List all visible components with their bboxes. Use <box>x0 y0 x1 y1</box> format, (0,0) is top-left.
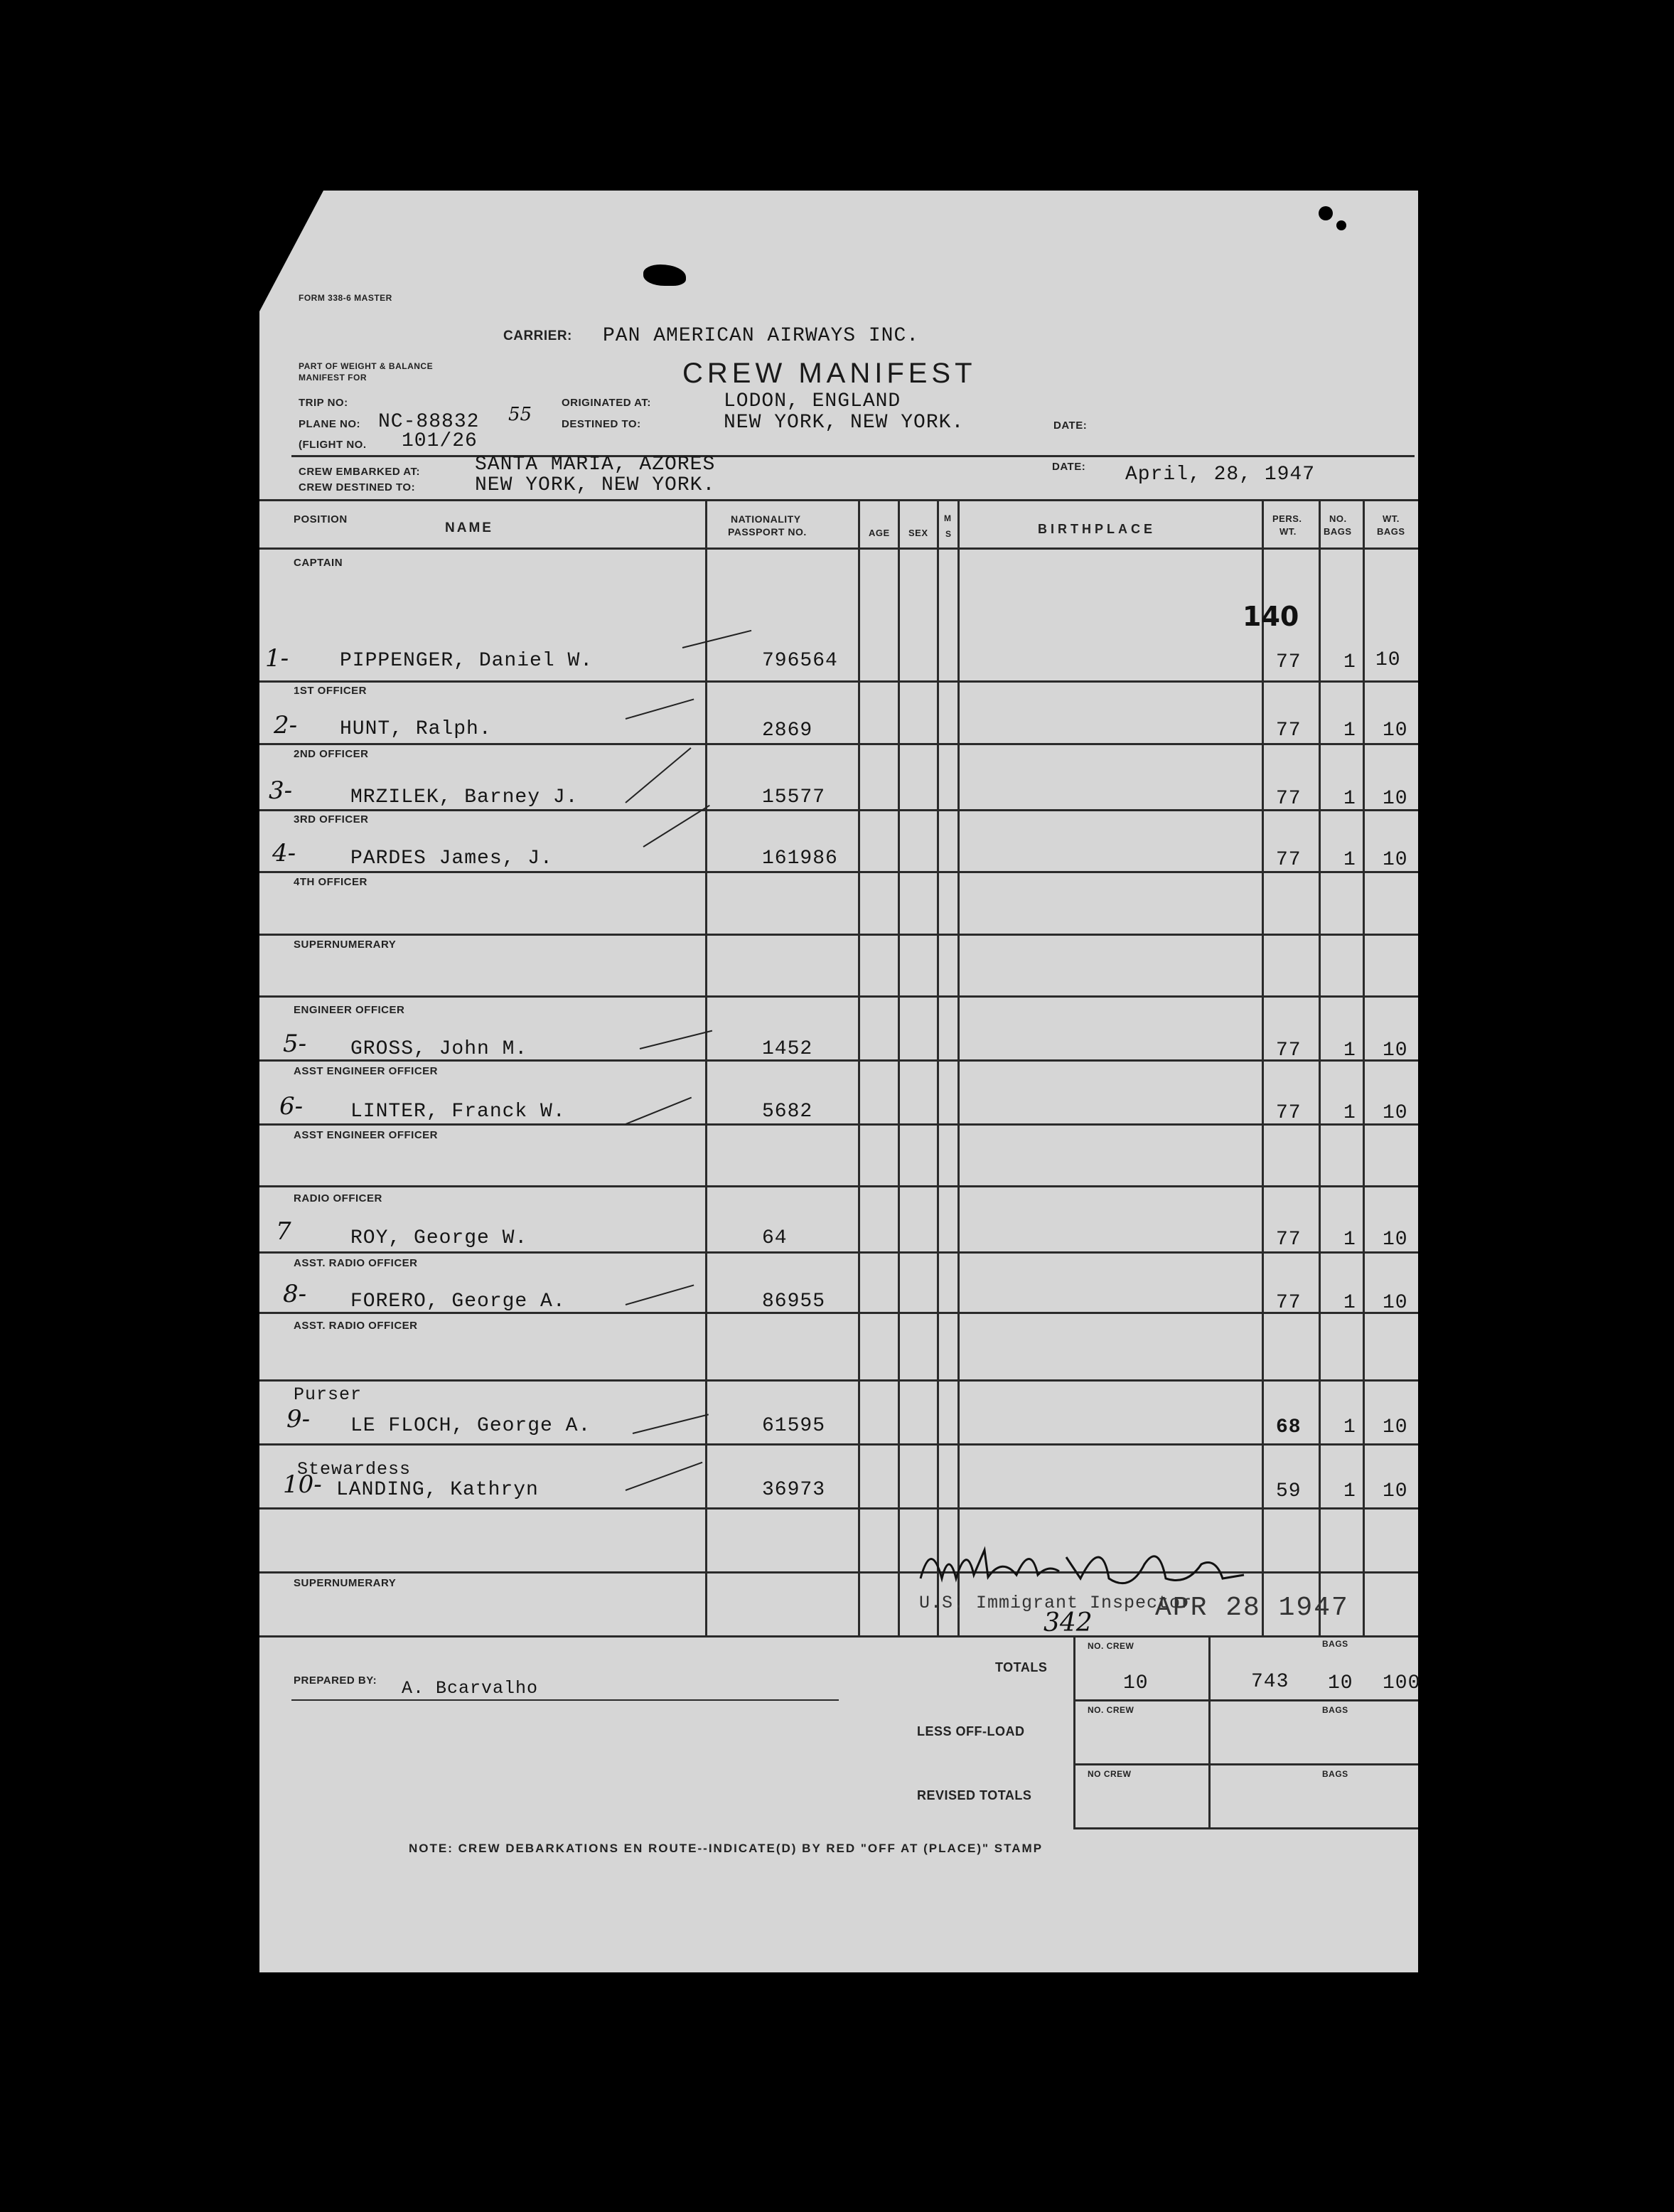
crew-number: 10- <box>283 1470 322 1499</box>
crew-number: 8- <box>283 1280 307 1308</box>
crew-name: PIPPENGER, Daniel W. <box>340 650 594 672</box>
crew-bags: 1 <box>1343 720 1356 742</box>
crew-name: LINTER, Franck W. <box>350 1101 566 1123</box>
col-passport-2: PASSPORT NO. <box>728 526 807 538</box>
col-age: AGE <box>869 528 890 538</box>
row-divider <box>259 871 1418 873</box>
header-row-border <box>259 547 1418 550</box>
row-divider <box>259 743 1418 745</box>
row-divider <box>259 1507 1418 1510</box>
crew-number: 1- <box>265 644 289 673</box>
col-divider <box>858 499 860 1635</box>
crew-passport: 61595 <box>762 1415 826 1437</box>
pos-purser: Purser <box>294 1384 363 1405</box>
inspector-number: 342 <box>1043 1608 1093 1637</box>
plane-no-correction: 55 <box>508 404 532 425</box>
carrier-label: CARRIER: <box>503 328 572 343</box>
crew-number: 7 <box>276 1217 291 1246</box>
row-divider <box>259 1251 1418 1254</box>
row-divider <box>259 1443 1418 1446</box>
paper-damage-spot <box>1319 206 1333 220</box>
destined-label: DESTINED TO: <box>562 418 641 430</box>
row-divider <box>259 934 1418 936</box>
plane-no-label: PLANE NO: <box>299 418 360 430</box>
crew-name: FORERO, George A. <box>350 1291 566 1313</box>
table-top-border <box>259 499 1418 501</box>
flight-no-value: 101/26 <box>402 430 478 452</box>
crew-passport: 2869 <box>762 720 813 742</box>
totals-row-border <box>1073 1699 1418 1701</box>
part-of-label-1: PART OF WEIGHT & BALANCE <box>299 361 434 371</box>
pos-asst-engineer: ASST ENGINEER OFFICER <box>294 1129 439 1141</box>
crew-bags: 1 <box>1343 1292 1356 1314</box>
no-crew-label: NO. CREW <box>1088 1705 1134 1715</box>
originated-label: ORIGINATED AT: <box>562 397 651 409</box>
crew-weight: 77 <box>1276 1229 1302 1251</box>
less-offload-label: LESS OFF-LOAD <box>917 1724 1025 1738</box>
row-divider <box>259 680 1418 683</box>
total-crew: 10 <box>1123 1672 1149 1694</box>
inspection-stamp-date: APR 28 1947 <box>1155 1593 1349 1623</box>
date-label: DATE: <box>1053 420 1088 432</box>
crew-name: LE FLOCH, George A. <box>350 1415 591 1437</box>
inspector-signature-text <box>945 1578 950 1579</box>
crew-weight: 77 <box>1276 849 1302 871</box>
pos-supernumerary: SUPERNUMERARY <box>294 1577 397 1589</box>
prepared-by-value: A. Bcarvalho <box>402 1678 539 1699</box>
crew-passport: 796564 <box>762 650 838 672</box>
footer-note: NOTE: CREW DEBARKATIONS EN ROUTE--INDICATE(D) BY RED "OFF AT (PLACE)" STAMP <box>409 1842 1043 1855</box>
crew-bags: 1 <box>1343 1229 1356 1251</box>
pos-third-officer: 3RD OFFICER <box>294 813 369 826</box>
totals-label: TOTALS <box>995 1660 1048 1674</box>
pos-asst-engineer: ASST ENGINEER OFFICER <box>294 1065 439 1077</box>
col-position: POSITION <box>294 513 348 525</box>
bags-label: BAGS <box>1322 1705 1348 1715</box>
col-no-bags-1: NO. <box>1329 513 1347 524</box>
col-no-bags-2: BAGS <box>1324 526 1352 537</box>
col-divider <box>957 499 960 1635</box>
crew-destined-label: CREW DESTINED TO: <box>299 481 416 493</box>
totals-border <box>1208 1635 1211 1827</box>
total-bags: 10 <box>1328 1672 1353 1694</box>
crew-bag-weight: 10 <box>1383 1102 1408 1124</box>
crew-bag-weight: 10 <box>1375 649 1401 671</box>
crew-bag-weight: 10 <box>1383 1480 1408 1502</box>
totals-bottom-border <box>1073 1827 1418 1829</box>
crew-weight: 77 <box>1276 1102 1302 1124</box>
plane-no-value: NC-88832 <box>378 411 480 433</box>
crew-name: MRZILEK, Barney J. <box>350 786 579 808</box>
crew-weight: 77 <box>1276 651 1302 673</box>
crew-bags: 1 <box>1343 788 1356 810</box>
row-divider <box>259 1379 1418 1382</box>
crew-weight: 59 <box>1276 1480 1302 1502</box>
crew-passport: 161986 <box>762 848 838 870</box>
trip-no-label: TRIP NO: <box>299 397 348 409</box>
no-crew-label: NO CREW <box>1088 1769 1132 1779</box>
pos-fourth-officer: 4TH OFFICER <box>294 876 367 888</box>
crew-bag-weight: 10 <box>1383 788 1408 810</box>
crew-bags: 1 <box>1343 1480 1356 1502</box>
crew-number: 2- <box>274 711 298 739</box>
crew-bag-weight: 10 <box>1383 849 1408 871</box>
col-divider <box>1319 499 1321 1635</box>
crew-name: ROY, George W. <box>350 1227 528 1249</box>
crew-bags: 1 <box>1343 849 1356 871</box>
form-number: FORM 338-6 MASTER <box>299 293 392 303</box>
carrier-value: PAN AMERICAN AIRWAYS INC. <box>603 325 920 347</box>
pos-radio-officer: RADIO OFFICER <box>294 1192 382 1204</box>
crew-passport: 5682 <box>762 1101 813 1123</box>
col-divider <box>1363 499 1365 1635</box>
flight-no-label: (FLIGHT NO. <box>299 439 367 451</box>
row-divider <box>259 1123 1418 1126</box>
crew-passport: 64 <box>762 1227 788 1249</box>
manifest-date: April, 28, 1947 <box>1125 464 1316 486</box>
crew-weight: 77 <box>1276 788 1302 810</box>
total-weight: 743 <box>1251 1671 1289 1693</box>
pos-asst-radio: ASST. RADIO OFFICER <box>294 1257 418 1269</box>
bags-label: BAGS <box>1322 1769 1348 1779</box>
crew-number: 3- <box>269 776 293 805</box>
no-crew-label: NO. CREW <box>1088 1641 1134 1651</box>
crew-bag-weight: 10 <box>1383 1040 1408 1062</box>
crew-name: LANDING, Kathryn <box>336 1479 539 1501</box>
crew-embarked-value: SANTA MARIA, AZORES <box>475 454 716 476</box>
header-divider <box>291 455 1415 457</box>
table-bottom-border <box>259 1635 1418 1637</box>
date-label-2: DATE: <box>1052 461 1086 473</box>
total-bag-weight: 100 <box>1383 1672 1421 1694</box>
prepared-by-line <box>291 1699 839 1701</box>
inspector-title: U.S. Immigrant Inspector <box>919 1593 1193 1613</box>
pos-second-officer: 2ND OFFICER <box>294 748 369 760</box>
part-of-label-2: MANIFEST FOR <box>299 373 367 383</box>
manifest-paper <box>259 191 1421 1972</box>
crew-weight: 77 <box>1276 1040 1302 1062</box>
totals-row-border <box>1073 1763 1418 1765</box>
revised-totals-label: REVISED TOTALS <box>917 1788 1032 1802</box>
col-wt-bags-2: BAGS <box>1377 526 1405 537</box>
document-title: CREW MANIFEST <box>682 358 977 389</box>
col-passport-1: NATIONALITY <box>731 513 801 525</box>
pos-stewardess: Stewardess <box>297 1459 412 1480</box>
pos-first-officer: 1ST OFFICER <box>294 685 367 697</box>
crew-number: 9- <box>286 1405 311 1433</box>
col-divider <box>937 499 939 1635</box>
originated-value: LODON, ENGLAND <box>724 390 901 412</box>
col-divider <box>705 499 707 1635</box>
crew-passport: 1452 <box>762 1038 813 1060</box>
col-divider <box>898 499 900 1635</box>
crew-bag-weight: 10 <box>1383 1229 1408 1251</box>
weight-annotation: 140 <box>1243 601 1299 632</box>
row-divider <box>259 1185 1418 1187</box>
col-sex: SEX <box>908 528 928 538</box>
crew-bag-weight: 10 <box>1383 720 1408 742</box>
crew-weight: 77 <box>1276 720 1302 742</box>
col-name: NAME <box>445 520 493 535</box>
crew-name: PARDES James, J. <box>350 848 553 870</box>
col-pers-wt-2: WT. <box>1279 526 1297 537</box>
crew-bags: 1 <box>1343 1102 1356 1124</box>
paper-damage-spot <box>1336 220 1346 230</box>
crew-bag-weight: 10 <box>1383 1292 1408 1314</box>
crew-bags: 1 <box>1343 651 1356 673</box>
row-divider <box>259 995 1418 998</box>
col-ms-1: M <box>944 513 952 523</box>
crew-bags: 1 <box>1343 1040 1356 1062</box>
crew-weight: 68 <box>1276 1416 1302 1438</box>
row-divider <box>259 809 1418 811</box>
col-ms-2: S <box>945 529 952 539</box>
crew-weight: 77 <box>1276 1292 1302 1314</box>
crew-number: 6- <box>279 1092 304 1121</box>
crew-passport: 36973 <box>762 1479 826 1501</box>
pos-asst-radio: ASST. RADIO OFFICER <box>294 1320 418 1332</box>
pos-captain: CAPTAIN <box>294 557 343 569</box>
crew-destined-value: NEW YORK, NEW YORK. <box>475 474 716 496</box>
crew-bags: 1 <box>1343 1416 1356 1438</box>
bags-label: BAGS <box>1322 1639 1348 1649</box>
destined-value: NEW YORK, NEW YORK. <box>724 412 965 434</box>
col-divider <box>1262 499 1264 1635</box>
prepared-by-label: PREPARED BY: <box>294 1674 377 1687</box>
col-pers-wt-1: PERS. <box>1272 513 1302 524</box>
crew-bag-weight: 10 <box>1383 1416 1408 1438</box>
crew-passport: 86955 <box>762 1291 826 1313</box>
col-wt-bags-1: WT. <box>1383 513 1400 524</box>
crew-name: HUNT, Ralph. <box>340 718 492 740</box>
crew-passport: 15577 <box>762 786 826 808</box>
totals-border <box>1073 1635 1075 1827</box>
pos-engineer-officer: ENGINEER OFFICER <box>294 1004 405 1016</box>
crew-name: GROSS, John M. <box>350 1038 528 1060</box>
pos-supernumerary: SUPERNUMERARY <box>294 939 397 951</box>
crew-embarked-label: CREW EMBARKED AT: <box>299 466 420 478</box>
crew-number: 5- <box>283 1030 307 1058</box>
crew-number: 4- <box>272 839 296 867</box>
col-birthplace: BIRTHPLACE <box>1038 522 1156 536</box>
